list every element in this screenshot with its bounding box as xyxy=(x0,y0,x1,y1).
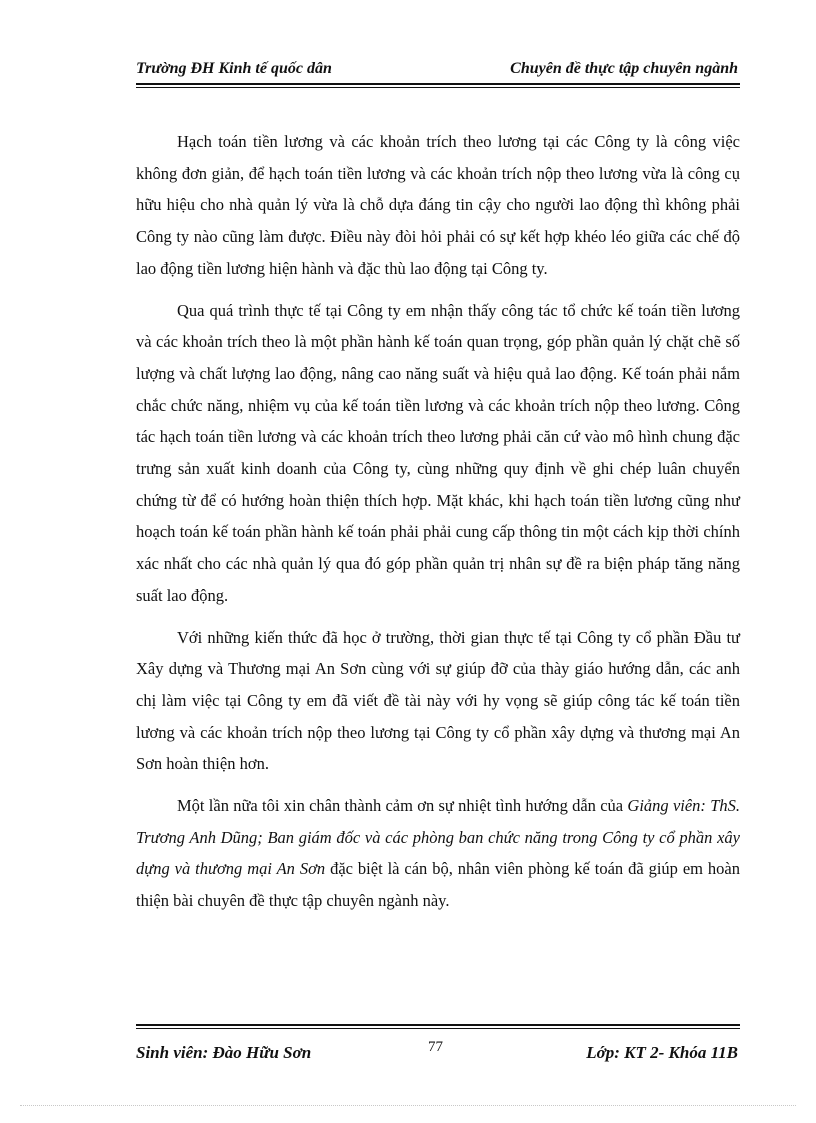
body-text xyxy=(136,126,740,917)
page-edge xyxy=(20,1105,796,1106)
header-report-title: Chuyên đề thực tập chuyên ngành xyxy=(510,60,738,77)
page-footer xyxy=(136,1039,740,1067)
header-rule xyxy=(136,83,740,85)
paragraph-2: Qua quá trình thực tế tại Công ty em nhận thấy công tác tổ chức kế toán tiền lương và các khoản trích theo là một phần hành kế toán quan trọng, góp phần quản lý chặt chẽ số lượng và chất lượng lao động, nâng cao năng suất và hiệu quả lao động. Kế toán phải nắm chắc chức năng, nhiệm vụ của kế toán tiền lương và các khoản trích nộp theo lương. Công tác hạch toán tiền lương và các khoản trích theo lương phải căn cứ vào mô hình chung đặc trưng sản xuất kinh doanh của Công ty, cùng những quy định về ghi chép luân chuyển chứng từ để có hướng hoàn thiện thích hợp. Mặt khác, khi hạch toán tiền lương cũng như hoạch toán kế toán phần hành kế toán phải phải cung cấp thông tin một cách kịp thời chính xác nhất cho các nhà quản lý qua đó góp phần quản trị nhân sự đề ra biện pháp tăng năng suất lao động. xyxy=(136,300,740,605)
footer-rule-thin xyxy=(136,1028,740,1029)
header-rule-thin xyxy=(136,87,740,88)
header-university: Trường ĐH Kinh tế quốc dân xyxy=(136,60,332,77)
footer-rule xyxy=(136,1024,740,1026)
footer-student: Sinh viên: Đào Hữu Sơn xyxy=(136,1043,312,1062)
page-header xyxy=(136,60,740,82)
closing-tail: đặc biệt là cán bộ, nhân viên phòng kế toán đã giúp em hoàn thiện bài chuyên đề thực tập chuyên ngành này. xyxy=(136,859,740,911)
closing-intro: Một lần nữa tôi xin chân thành cảm ơn sự nhiệt tình hướng dẫn của xyxy=(177,796,624,816)
page-number: 77 xyxy=(428,1039,443,1055)
paragraph-closing xyxy=(136,790,740,917)
paragraph-3: Với những kiến thức đã học ở trường, thời gian thực tế tại Công ty cổ phần Đầu tư Xây dựng và Thương mại An Sơn cùng với sự giúp đỡ của thày giáo hướng dẫn, các anh chị làm việc tại Công ty em đã viết đề tài này với hy vọng sẽ giúp công tác kế toán tiền lương và các khoản trích nộp theo lương tại Công ty cổ phần xây dựng và thương mại An Sơn hoàn thiện hơn. xyxy=(136,627,740,774)
paragraph-1: Hạch toán tiền lương và các khoản trích theo lương tại các Công ty là công việc không đơn giản, để hạch toán tiền lương và các khoản trích nộp theo lương vừa là công cụ hữu hiệu cho nhà quản lý vừa là chỗ dựa đáng tin cậy cho người lao động thì không phải Công ty nào cũng làm được. Điều này đòi hỏi phải có sự kết hợp khéo léo giữa các chế độ lao động tiền lương hiện hành và đặc thù lao động tại Công ty. xyxy=(136,132,740,278)
footer-class: Lớp: KT 2- Khóa 11B xyxy=(586,1043,738,1062)
closing-italic: Giảng viên: ThS. Trương Anh Dũng; Ban giám đốc và các phòng ban chức năng trong Công ty cổ phần xây dựng và thương mại An Sơn xyxy=(136,796,741,879)
